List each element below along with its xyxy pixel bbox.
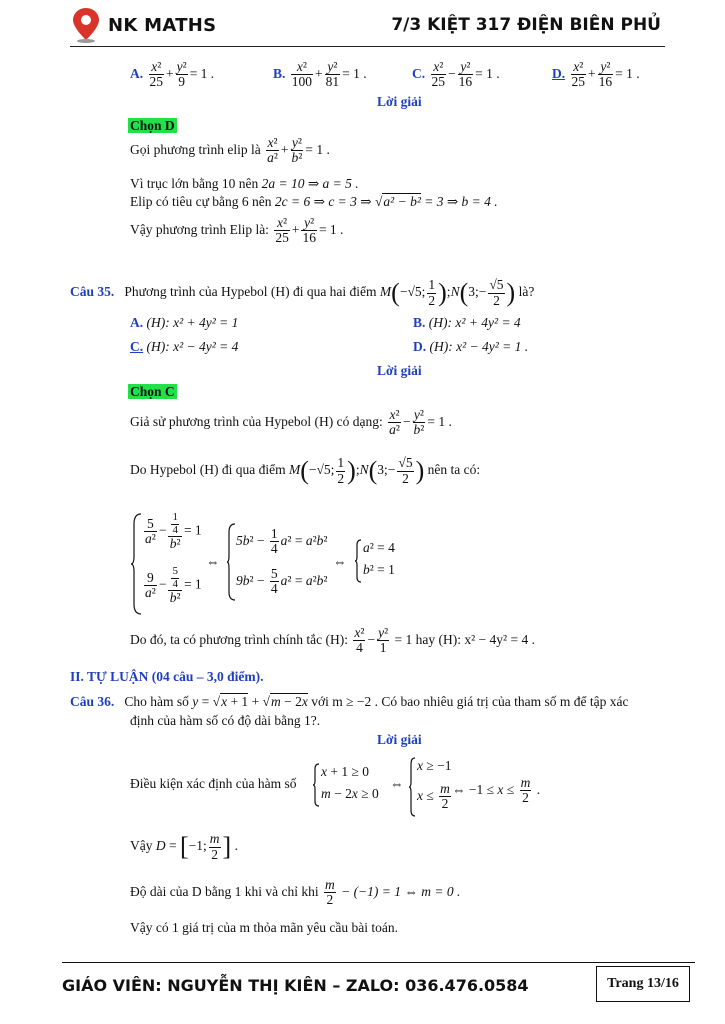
footer-divider xyxy=(62,962,695,963)
q34-solution-heading: Lời giải xyxy=(377,94,422,109)
q34-step-4: Vậy phương trình Elip là: $\frac{\text{x²}}{25}$ + $\frac{\text{y²}}{16}$ = 1 . xyxy=(130,215,344,246)
q34-step-3: Elip có tiêu cự bằng 6 nên 2c = 6 ⇒ c = 3 ⇒ √a² − b² = 3 ⇒ b = 4 . xyxy=(130,194,498,209)
q35-solution-heading: Lời giải xyxy=(377,363,422,378)
q35-option-a: A. (H): x² + 4y² = 1 xyxy=(130,315,239,330)
header-address: 7/3 KIỆT 317 ĐIỆN BIÊN PHỦ xyxy=(391,15,661,35)
q35-option-b: B. (H): x² + 4y² = 4 xyxy=(413,315,521,330)
q34-answer-badge: Chọn D xyxy=(130,118,175,133)
q35-step-3: Do đó, ta có phương trình chính tắc (H): $\frac{\text{x²}}{4}$ − $\frac{\text{y²}}{1}$ = 1 hay (H): x² − 4y² = 4 . xyxy=(130,625,535,656)
q36-solution-heading: Lời giải xyxy=(377,732,422,747)
page-header xyxy=(70,6,665,47)
q34-step-1: Gọi phương trình elip là $\frac{\text{x²}}{\text{a²}}$ + $\frac{\text{y²}}{\text{b²}}$ = 1 . xyxy=(130,135,330,166)
q34-option-b: B. $\frac{\text{x²}}{100}$ + $\frac{\text{y²}}{81}$ = 1 . xyxy=(273,59,367,90)
section-heading: II. TỰ LUẬN (04 câu – 3,0 điểm). xyxy=(70,669,264,684)
q36-question-line-2: định của hàm số có độ dài bằng 1?. xyxy=(130,713,321,728)
location-pin-icon xyxy=(70,6,102,44)
q36-question-line-1: Câu 36. Cho hàm số y = √x + 1 + √m − 2x với m ≥ −2 . Có bao nhiêu giá trị của tham số m để tập xác xyxy=(70,694,629,709)
q36-step-2: Vậy D = [−1; $\frac{m}{2}$ ] . xyxy=(130,831,238,862)
footer-teacher: GIÁO VIÊN: NGUYỄN THỊ KIÊN – ZALO: 036.476.0584 xyxy=(62,976,529,995)
q35-step-2: Do Hypebol (H) đi qua điểm M(−√5; $\frac{1}{2}$ );N(3;− $\frac{√5}{2}$ ) nên ta có: xyxy=(130,455,481,486)
q35-option-d: D. (H): x² − 4y² = 1 . xyxy=(413,339,529,354)
q35-option-c: C. (H): x² − 4y² = 4 xyxy=(130,339,239,354)
q34-step-2: Vì trục lớn bằng 10 nên 2a = 10 ⇒ a = 5 . xyxy=(130,176,359,191)
q34-option-a: A. $\frac{\text{x²}}{25}$ + $\frac{\text{y²}}{9}$ = 1 . xyxy=(130,59,215,90)
q35-step-1: Giả sử phương trình của Hypebol (H) có dạng: $\frac{\text{x²}}{\text{a²}}$ − $\frac{\text{y²}}{\text{b²}}$ = 1 . xyxy=(130,407,452,438)
brand-name: NK MATHS xyxy=(108,15,217,36)
q34-option-c: C. $\frac{\text{x²}}{25}$ − $\frac{\text{y²}}{16}$ = 1 . xyxy=(412,59,500,90)
q36-step-3: Độ dài của D bằng 1 khi và chỉ khi $\frac{m}{2}$ − (−1) = 1 ⇔ m = 0 . xyxy=(130,877,461,908)
q35-question: Câu 35. Phương trình của Hypebol (H) đi qua hai điểm M(−√5; $\frac{1}{2}$ );N(3;− $\frac{√5}{2}$ ) là? xyxy=(70,277,535,308)
page-number-box xyxy=(596,966,690,1002)
q34-option-d: D. $\frac{\text{x²}}{25}$ + $\frac{\text{y²}}{16}$ = 1 . xyxy=(552,59,640,90)
q35-answer-badge: Chọn C xyxy=(130,384,175,399)
q36-conclusion: Vậy có 1 giá trị của m thỏa mãn yêu cầu bài toán. xyxy=(130,920,399,935)
page-number: Trang 13/16 xyxy=(607,976,679,991)
